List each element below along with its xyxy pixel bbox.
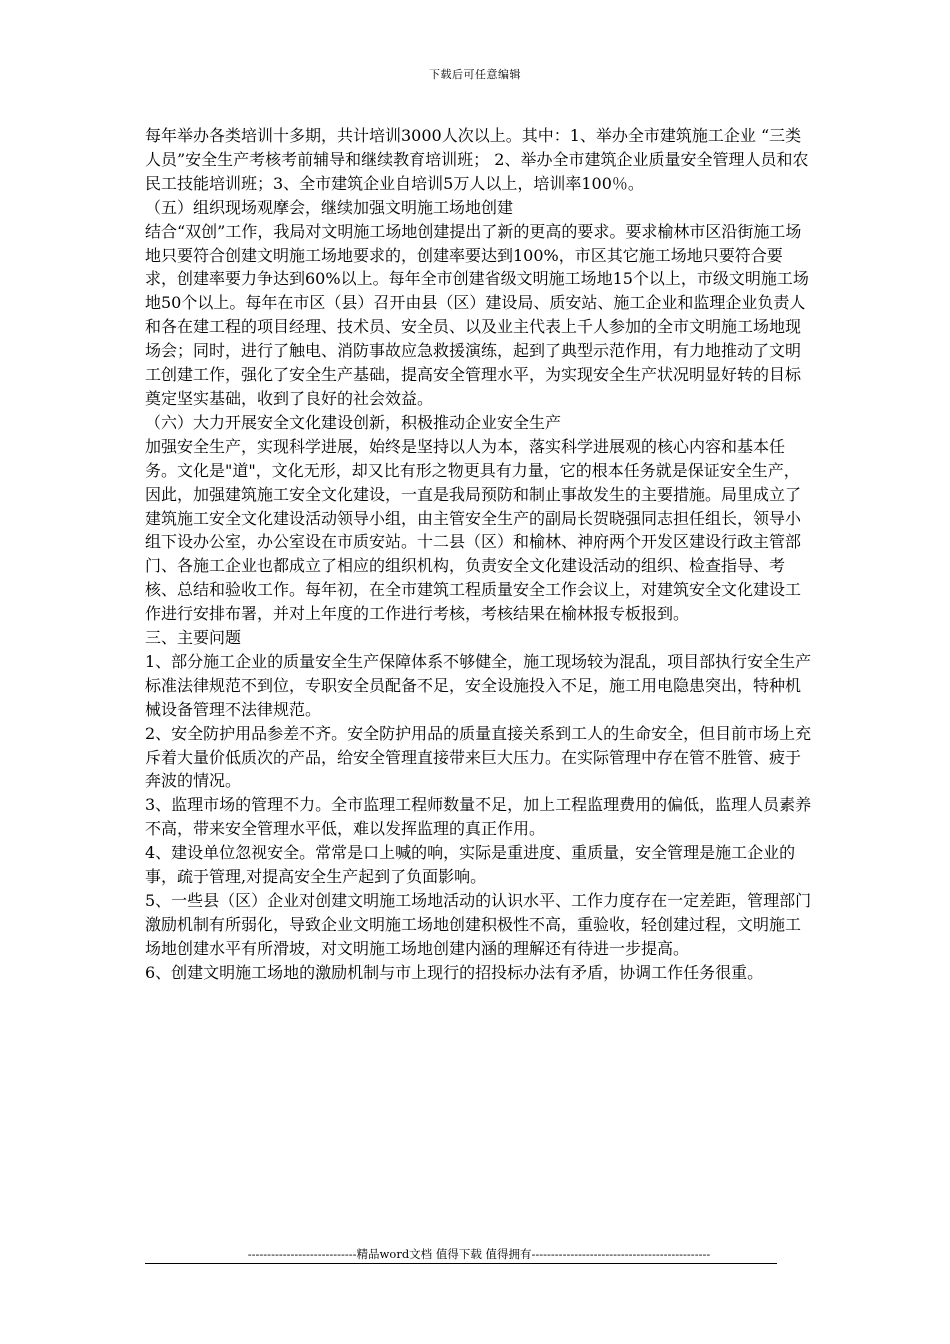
section-heading-5: （五）组织现场观摩会，继续加强文明施工场地创建 <box>145 197 514 217</box>
problem-item-5: 5、一些县（区）企业对创建文明施工场地活动的认识水平、工作力度存在一定差距，管理部门激励机制有所弱化，导致企业文明施工场地创建积极性不高，重验收，轻创建过程，文明施工场地创建水平有所滑坡，对文明施工场地创建内涵的理解还有待进一步提高。 <box>145 891 812 958</box>
section-heading-6: （六）大力开展安全文化建设创新，积极推动企业安全生产 <box>145 412 562 432</box>
page-footer: ----------------------------精品word文档 值得下载 值得拥有---------------------------------------------- <box>247 1247 711 1261</box>
paragraph-civilized-sites: 结合“双创”工作，我局对文明施工场地创建提出了新的更高的要求。要求榆林市区沿街施工场地只要符合创建文明施工场地要求的，创建率要达到100%，市区其它施工场地只要符合要求，创建率要力争达到60%以上。每年全市创建省级文明施工场地15个以上，市级文明施工场地50个以上。每年在市区（县）召开由县（区）建设局、质安站、施工企业和监理企业负责人和各在建工程的项目经理、技术员、安全员、以及业主代表上千人参加的全市文明施工场地现场会；同时，进行了触电、消防事故应急救援演练，起到了典型示范作用，有力地推动了文明工创建工作，强化了安全生产基础，提高安全管理水平，为实现安全生产状况明显好转的目标奠定坚实基础，收到了良好的社会效益。 <box>145 221 809 408</box>
document-body <box>145 124 813 985</box>
page-header: 下载后可任意编辑 <box>429 68 521 81</box>
problem-item-3: 3、监理市场的管理不力。全市监理工程师数量不足，加上工程监理费用的偏低，监理人员素养不高，带来安全管理水平低，难以发挥监理的真正作用。 <box>145 795 812 839</box>
section-heading-problems: 三、主要问题 <box>145 628 242 648</box>
paragraph-safety-culture: 加强安全生产，实现科学进展，始终是坚持以人为本，落实科学进展观的核心内容和基本任务。文化是"道"，文化无形，却又比有形之物更具有力量，它的根本任务就是保证安全生产，因此，加强建筑施工安全文化建设，一直是我局预防和制止事故发生的主要措施。局里成立了建筑施工安全文化建设活动领导小组，由主管安全生产的副局长贺晓强同志担任组长，领导小组下设办公室，办公室设在市质安站。十二县（区）和榆林、神府两个开发区建设行政主管部门、各施工企业也都成立了相应的组织机构，负责安全文化建设活动的组织、检查指导、考核、总结和验收工作。每年初，在全市建筑工程质量安全工作会议上，对建筑安全文化建设工作进行安排布署，并对上年度的工作进行考核，考核结果在榆林报专板报到。 <box>145 436 802 624</box>
problem-item-4: 4、建设单位忽视安全。常常是口上喊的响，实际是重进度、重质量，安全管理是施工企业的事，疏于管理,对提高安全生产起到了负面影响。 <box>145 843 796 887</box>
problem-item-1: 1、部分施工企业的质量安全生产保障体系不够健全，施工现场较为混乱，项目部执行安全生产标准法律规范不到位，专职安全员配备不足，安全设施投入不足，施工用电隐患突出，特种机械设备管理不法律规范。 <box>145 651 812 719</box>
footer-divider <box>145 1263 777 1264</box>
problem-item-2: 2、安全防护用品参差不齐。安全防护用品的质量直接关系到工人的生命安全，但目前市场上充斥着大量价低质次的产品，给安全管理直接带来巨大压力。在实际管理中存在管不胜管、疲于奔波的情况。 <box>145 723 812 791</box>
paragraph-training: 每年举办各类培训十多期，共计培训3000人次以上。其中：1、举办全市建筑施工企业 “三类人员”安全生产考核考前辅导和继续教育培训班； 2、举办全市建筑企业质量安全管理人员和农民工技能培训班；3、全市建筑企业自培训5万人以上，培训率100％。 <box>145 126 809 193</box>
problem-item-6: 6、创建文明施工场地的激励机制与市上现行的招投标办法有矛盾，协调工作任务很重。 <box>145 962 764 982</box>
